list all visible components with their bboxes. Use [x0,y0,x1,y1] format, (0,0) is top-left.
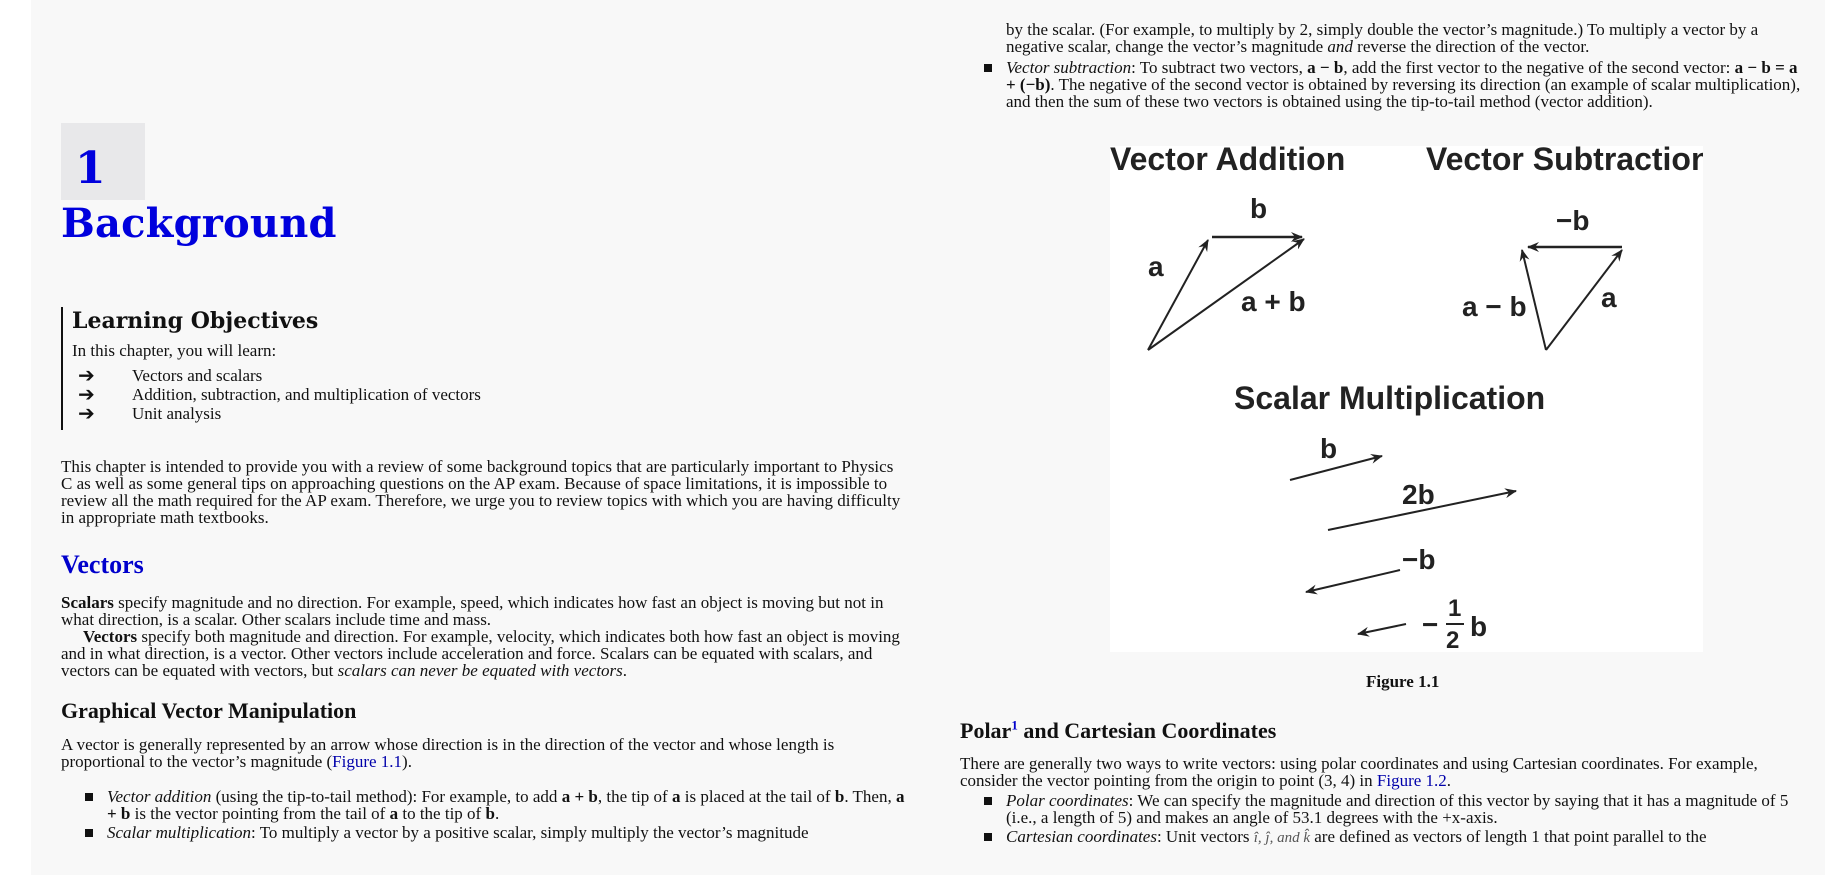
bullet-vector-addition [61,788,911,822]
text: is the vector pointing from the tail of [130,804,390,823]
vectors-term: Vectors [83,627,138,646]
label-a-sub: a [1601,282,1617,313]
term: Vector subtraction [1006,58,1132,77]
label-a-plus-b: a + b [1241,286,1306,317]
math: a [389,804,399,823]
math: a + b [107,787,905,823]
label-neg-b: −b [1556,205,1590,236]
figure-1-2-link[interactable]: Figure 1.2 [1376,771,1447,790]
objective-label: Unit analysis [132,404,222,423]
vectors-end: . [622,661,628,680]
text: . [1446,771,1452,790]
text: : To subtract two vectors, [1131,58,1308,77]
heading-text: Polar [960,718,1012,743]
objective-item [72,401,672,425]
coordinates-heading [960,718,1276,744]
bullet-cartesian [960,828,1810,847]
footnote-link[interactable]: 1 [1011,717,1018,733]
term: Scalar multiplication [107,823,252,842]
learning-objectives-box [61,307,672,430]
subtraction-bullets [960,59,1810,112]
label-2b: 2b [1402,479,1435,510]
vectors-heading: Vectors [61,550,144,579]
label-a: a [1148,251,1164,282]
right-arrow-icon: ➔ [78,363,95,387]
coordinates-bullets [960,792,1810,849]
objective-item [72,382,672,406]
panel-title-scalar: Scalar Multiplication [1234,380,1546,416]
panel-title-addition: Vector Addition [1110,146,1346,177]
vectors-text: specify both magnitude and direction. For example, velocity, which indicates both how fast an object is moving and in what direction, is a vector. Other vectors include acceleration and force. Scalars can be equated with scalars, and vectors can be equated with vectors, but [61,627,900,680]
math: b [485,804,495,823]
bullet-square-icon [984,64,992,72]
scalars-term: Scalars [61,593,114,612]
objective-item [72,363,672,387]
figure-1-1-link[interactable]: Figure 1.1 [332,752,403,771]
bullet-square-icon [984,797,992,805]
text: , the tip of [597,787,672,806]
heading-text: and Cartesian Coordinates [1017,718,1277,743]
term: Vector addition [107,787,212,806]
coordinates-intro [960,755,1810,789]
text: : To multiply a vector by a positive scalar, simply multiply the vector’s magnitude [251,823,809,842]
figure-1-1 [1110,146,1703,652]
text: are defined as vectors of length 1 that point parallel to the [1310,827,1707,846]
scalars-paragraph [61,594,901,628]
bullet-polar [960,792,1810,826]
text: , add the first vector to the negative of the second vector: [1343,58,1735,77]
vectors-emphasis: scalars can never be equated with vectors [337,661,623,680]
graphical-bullets [61,788,911,843]
math: a − b [1307,58,1344,77]
scalar-multiplication-continued [1006,21,1806,55]
text: . Then, [844,787,896,806]
text: . [494,804,500,823]
right-arrow-icon: ➔ [78,382,95,406]
scalars-text: specify magnitude and no direction. For example, speed, which indicates how fast an object is moving but not in what direction, is a scalar. Other scalars include time and mass. [61,593,884,629]
label-b-scalar: b [1320,433,1338,464]
text: by the scalar. (For example, to multiply by 2, simply double the vector’s magnitude.) To multiply a vector by a negative scalar, change the vector’s magnitude [1006,20,1759,56]
label-half-numerator: 1 [1448,595,1462,622]
bullet-vector-subtraction [960,59,1810,110]
label-neg-b-scalar: −b [1402,544,1436,575]
math: a − b = a + (−b) [1006,58,1798,94]
term: Polar coordinates [1006,791,1129,810]
learning-objectives-intro: In this chapter, you will learn: [72,341,277,360]
graphical-intro-end: ). [402,752,412,771]
learning-objectives-list [72,363,672,425]
vector-diagram [1110,146,1703,652]
text: There are generally two ways to write vectors: using polar coordinates and using Cartesian coordinates. For example, consider the vector pointing from the origin to point (3, 4) in [960,754,1758,790]
intro-paragraph: This chapter is intended to provide you with a review of some background topics that are particularly important to Physics C as well as some general tips on approaching questions on the AP exam. Because of space limitations, it is impossible to review all the math required for the AP exam. Therefore, we urge you to review topics with which you are having difficulty in appropriate math textbooks. [61,457,901,527]
graphical-intro-text: A vector is generally represented by an arrow whose direction is in the direction of the vector and whose length is proportional to the vector’s magnitude ( [61,735,835,771]
chapter-number: 1 [75,143,106,194]
objective-label: Vectors and scalars [132,366,263,385]
label-minus: − [1422,609,1439,640]
bullet-square-icon [984,833,992,841]
figure-caption: Figure 1.1 [1366,672,1440,691]
text: . The negative of the second vector is obtained by reversing its direction (an example of scalar multiplication), and then the sum of these two vectors is obtained using the tip-to-tail method (vector addition). [1006,75,1801,111]
text: (using the tip-to-tail method): For example, to add [211,787,562,806]
bullet-square-icon [85,793,93,801]
text: : We can specify the magnitude and direction of this vector by saying that it has a magnitude of 5 (i.e., a length of 5) and makes an angle of 53.1 degrees with the +x-axis. [1006,791,1789,827]
text: is placed at the tail of [680,787,835,806]
objective-label: Addition, subtraction, and multiplication of vectors [132,385,481,404]
label-b: b [1250,193,1268,224]
text: : Unit vectors [1156,827,1254,846]
label-b-half: b [1470,611,1488,642]
learning-objectives-title: Learning Objectives [72,308,319,334]
text: to the tip of [398,804,486,823]
math: b [834,787,845,806]
graphical-heading: Graphical Vector Manipulation [61,698,357,723]
graphical-intro [61,736,901,770]
chapter-title: Background [61,200,337,247]
math: a + b [561,787,598,806]
text: reverse the direction of the vector. [1352,37,1590,56]
math: a [671,787,681,806]
label-half-denominator: 2 [1446,627,1460,652]
right-arrow-icon: ➔ [78,401,95,425]
document-page [31,0,1825,875]
term: Cartesian coordinates [1006,827,1157,846]
panel-title-subtraction: Vector Subtraction [1426,146,1703,177]
label-a-minus-b: a − b [1462,291,1527,322]
bullet-scalar-multiplication [61,824,911,841]
unit-vectors: î, ĵ, and k̂ [1253,830,1310,846]
emphasis: and [1327,37,1353,56]
vectors-paragraph [61,628,901,679]
bullet-square-icon [85,829,93,837]
